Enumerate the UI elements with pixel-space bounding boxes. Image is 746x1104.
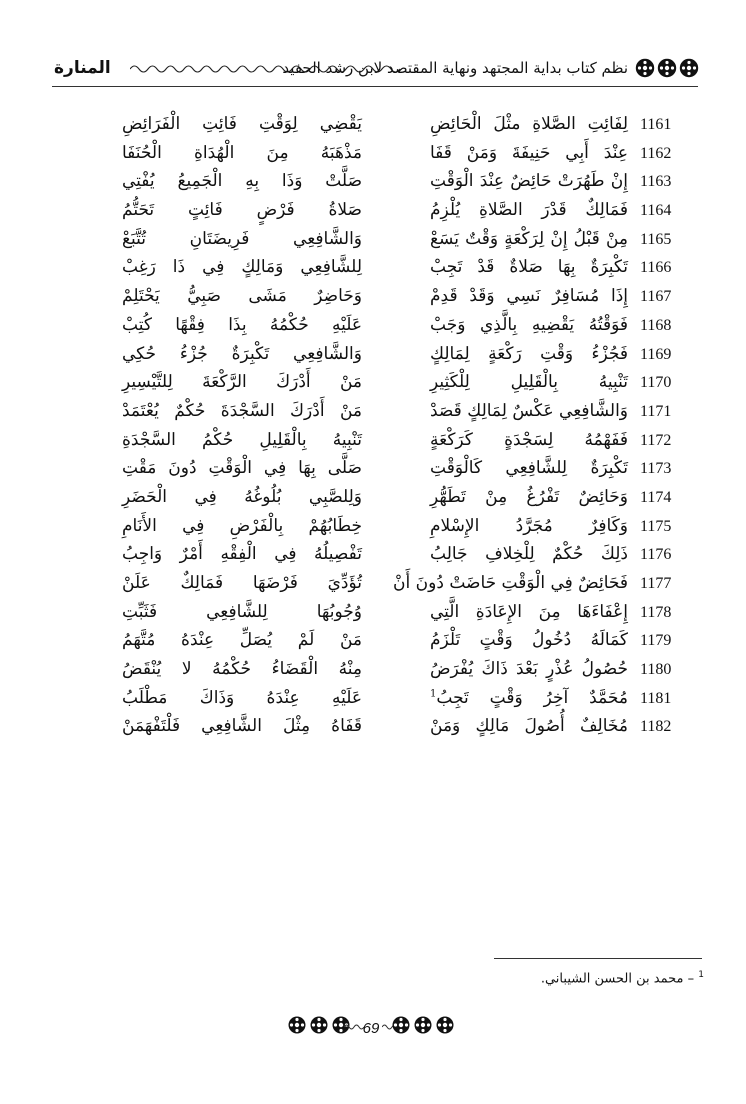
verse-number: 1174 [640,488,672,506]
verse-number: 1163 [640,173,672,191]
verse-number: 1179 [640,632,672,650]
first-hemistich: عِنْدَ أَبِي حَنِيفَةَ وَمَنْ قَفَا [430,142,628,163]
verse-line [76,657,716,686]
first-hemistich: إِنْ طَهُرَتْ حَائِضٌ عِنْدَ الْوَقْتِ [430,171,628,192]
second-hemistich: لِلشَّافِعِي وَمَالِكٍ فِي ذَا رَغِبْ [122,257,362,278]
verse-number: 1165 [640,230,672,248]
verse-line [76,485,716,514]
first-hemistich: فَوَقْتُهُ يَقْضِيهِ بِالَّذِي وَجَبْ [430,314,628,335]
second-hemistich: تَنْبِيهُ بِالْقَلِيلِ حُكْمُ السَّجْدَةِ [122,429,362,450]
verse-line [76,284,716,313]
verse-line [76,428,716,457]
first-hemistich: مُخَالِفٌ أُصُولَ مَالِكٍ وَمَنْ [430,716,628,737]
verse-number: 1177 [640,575,672,592]
verse-line [76,600,716,629]
second-hemistich: وَلِلصَّبِي بُلُوغُهُ فِي الْحَضَرِ [122,486,362,507]
second-hemistich: وُجُوبُهَا لِلشَّافِعِي فَثَبِّتِ [122,601,362,622]
verse-number: 1172 [640,431,672,449]
page-number: 69 [362,1020,380,1037]
first-hemistich: إِعْفَاءَهَا مِنَ الإِعَادَةِ الَّتِي [430,601,628,622]
page-footer [286,1014,456,1042]
footnote-mark: 1 [698,970,704,980]
second-hemistich: تُؤَدِّيَ فَرْضَهَا فَمَالِكٌ عَلَنْ [122,573,362,593]
second-hemistich: مِنْهُ الْقَضَاءُ حُكْمُهُ لا يُنْقَضُ [122,659,362,680]
verse-number: 1173 [640,460,672,478]
second-hemistich: مَنْ أَدْرَكَ السَّجْدَةَ حُكْمٌ يُعْتَمَدْ [122,400,362,421]
flower-ornament-icon [286,1014,352,1036]
first-hemistich: فَحَائِضٌ فِي الْوَقْتِ حَاضَتْ دُونَ أَنْ [393,573,628,593]
first-hemistich: حُصُولُ عُذْرٍ بَعْدَ ذَاكَ يُفْرَضُ [430,659,628,680]
second-hemistich: قَفَاهُ مِثْلَ الشَّافِعِي فَلْتَفْهَمَنْ [122,716,362,737]
flower-ornament-icon [634,57,700,79]
verse-line [76,141,716,170]
verse-line [76,342,716,371]
verse-line [76,313,716,342]
verse-number: 1176 [640,546,672,564]
verse-line [76,514,716,543]
first-hemistich: لِفَائِتِ الصَّلاةِ مثْلَ الْحَائِضِ [430,114,628,134]
first-hemistich: كَمَالَهُ دُخُولُ وَقْتٍ تَلْزَمُ [430,630,628,651]
running-title-left: المنارة [54,58,111,78]
verse-number: 1170 [640,374,672,392]
verse-number: 1161 [640,116,672,133]
verse-line [76,542,716,571]
first-hemistich: وَالشَّافِعِي عَكْسٌ لِمَالِكٍ قَصَدْ [430,400,628,421]
second-hemistich: وَحَاضِرٌ مَشَى صَبِيُّ يَحْتَلِمْ [122,286,362,307]
poem-verses [76,112,716,743]
second-hemistich: صَلَّى بِهَا فِي الْوَقْتِ دُونَ مَقْتِ [122,458,362,479]
verse-number: 1166 [640,259,672,277]
first-hemistich: فَمَالِكٌ قَدْرَ الصَّلاةِ يُلْزِمُ [430,200,628,221]
verse-number: 1169 [640,345,672,363]
verse-line [76,399,716,428]
second-hemistich: عَلَيْهِ حُكْمُهُ بِذَا فِقْهًا كُتِبْ [122,314,362,335]
first-hemistich: تَنْبِيهُ بِالْقَلِيلِ لِلْكَثِيرِ [430,372,628,393]
verse-number: 1168 [640,316,672,334]
second-hemistich: يَقْضِي لِوَقْتِ فَائِتِ الْفَرَائِضِ [122,114,362,134]
second-hemistich: مَنْ لَمْ يُصَلِّ عِنْدَهُ مُتَّهَمُ [122,630,362,651]
verse-line [76,628,716,657]
page-header [40,58,700,86]
verse-number: 1182 [640,718,672,736]
first-hemistich: ذَلِكَ حُكْمٌ لِلْخِلافِ جَالِبُ [430,544,628,565]
verse-number: 1181 [640,689,672,707]
verse-number: 1162 [640,144,672,162]
verse-number: 1171 [640,402,672,420]
first-hemistich: فَجُزْءُ وَقْتِ رَكْعَةٍ لِمَالِكٍ [430,343,628,364]
verse-line [76,255,716,284]
first-hemistich: تَكْبِرَةٌ بِهَا صَلاةٌ قَدْ تَجِبْ [430,257,628,278]
running-title-right: نظم كتاب بداية المجتهد ونهاية المقتصد لابن رشد الحفيد [282,59,628,77]
second-hemistich: تَفْصِيلُهُ فِي الْفِقْهِ أَمْرٌ وَاجِبُ [122,544,362,565]
verse-line [76,169,716,198]
verse-line [76,227,716,256]
footnote [541,970,704,986]
footnote-text: محمد بن الحسن الشيباني. [540,971,684,987]
verse-number: 1164 [640,202,672,220]
flower-ornament-icon [390,1014,456,1036]
first-hemistich: مِنْ قَبْلُ إِنْ لِرَكْعَةٍ وَقْتٌ يَسَعْ [430,228,628,249]
second-hemistich: صَلاةُ فَرْضٍ فَائِتٍ تَحَتُّمُ [122,200,362,221]
first-hemistich: وَكَافِرٌ مُجَرَّدُ الإِسْلامِ [430,515,628,536]
verse-number: 1180 [640,661,672,679]
first-hemistich: وَحَائِضٌ تَفْرُغُ مِنْ تَطَهُّرِ [430,486,628,507]
verse-line [76,370,716,399]
second-hemistich: وَالشَّافِعِي فَرِيضَتَانِ تُتَّبَعْ [122,228,362,249]
second-hemistich: مَنْ أَدْرَكَ الرَّكْعَةَ لِلتَّيْسِيرِ [122,372,362,393]
first-hemistich: إِذَا مُسَافِرٌ نَسِي وَقَدْ قَدِمْ [430,286,628,307]
second-hemistich: خِطَابُهُمْ بِالْفَرْضِ فِي الأَنَامِ [122,515,362,536]
verse-number: 1178 [640,603,672,621]
footnote-dash: – [687,971,695,987]
verse-line [76,714,716,743]
first-hemistich-text: مُحَمَّدٌ آخِرُ وَقْتٍ تَجِبُ [436,687,628,708]
verse-line [76,198,716,227]
second-hemistich: وَالشَّافِعِي تَكْبِرَةٌ جُزْءُ حُكِي [122,343,362,364]
verse-number: 1167 [640,288,672,306]
first-hemistich: فَفَهْمُهُ لِسَجْدَةٍ كَرَكْعَةٍ [430,429,628,450]
footnote-reference: 1 [430,688,437,700]
first-hemistich: تَكْبِرَةٌ لِلشَّافِعِي كَالْوَقْتِ [430,458,628,479]
second-hemistich: عَلَيْهِ عِنْدَهُ وَذَاكَ مَطْلَبُ [122,687,362,708]
verse-line [76,686,716,715]
header-rule [52,86,698,87]
second-hemistich: صَلَّتْ وَذَا بِهِ الْجَمِيعُ يُفْتِي [122,171,362,192]
verse-line [76,456,716,485]
verse-line [76,112,716,141]
first-hemistich [430,688,628,708]
footnote-rule [494,958,702,959]
verse-number: 1175 [640,517,672,535]
verse-line [76,571,716,600]
second-hemistich: مَذْهَبَهُ مِنَ الْهُدَاةِ الْحُنَفَا [122,142,362,163]
